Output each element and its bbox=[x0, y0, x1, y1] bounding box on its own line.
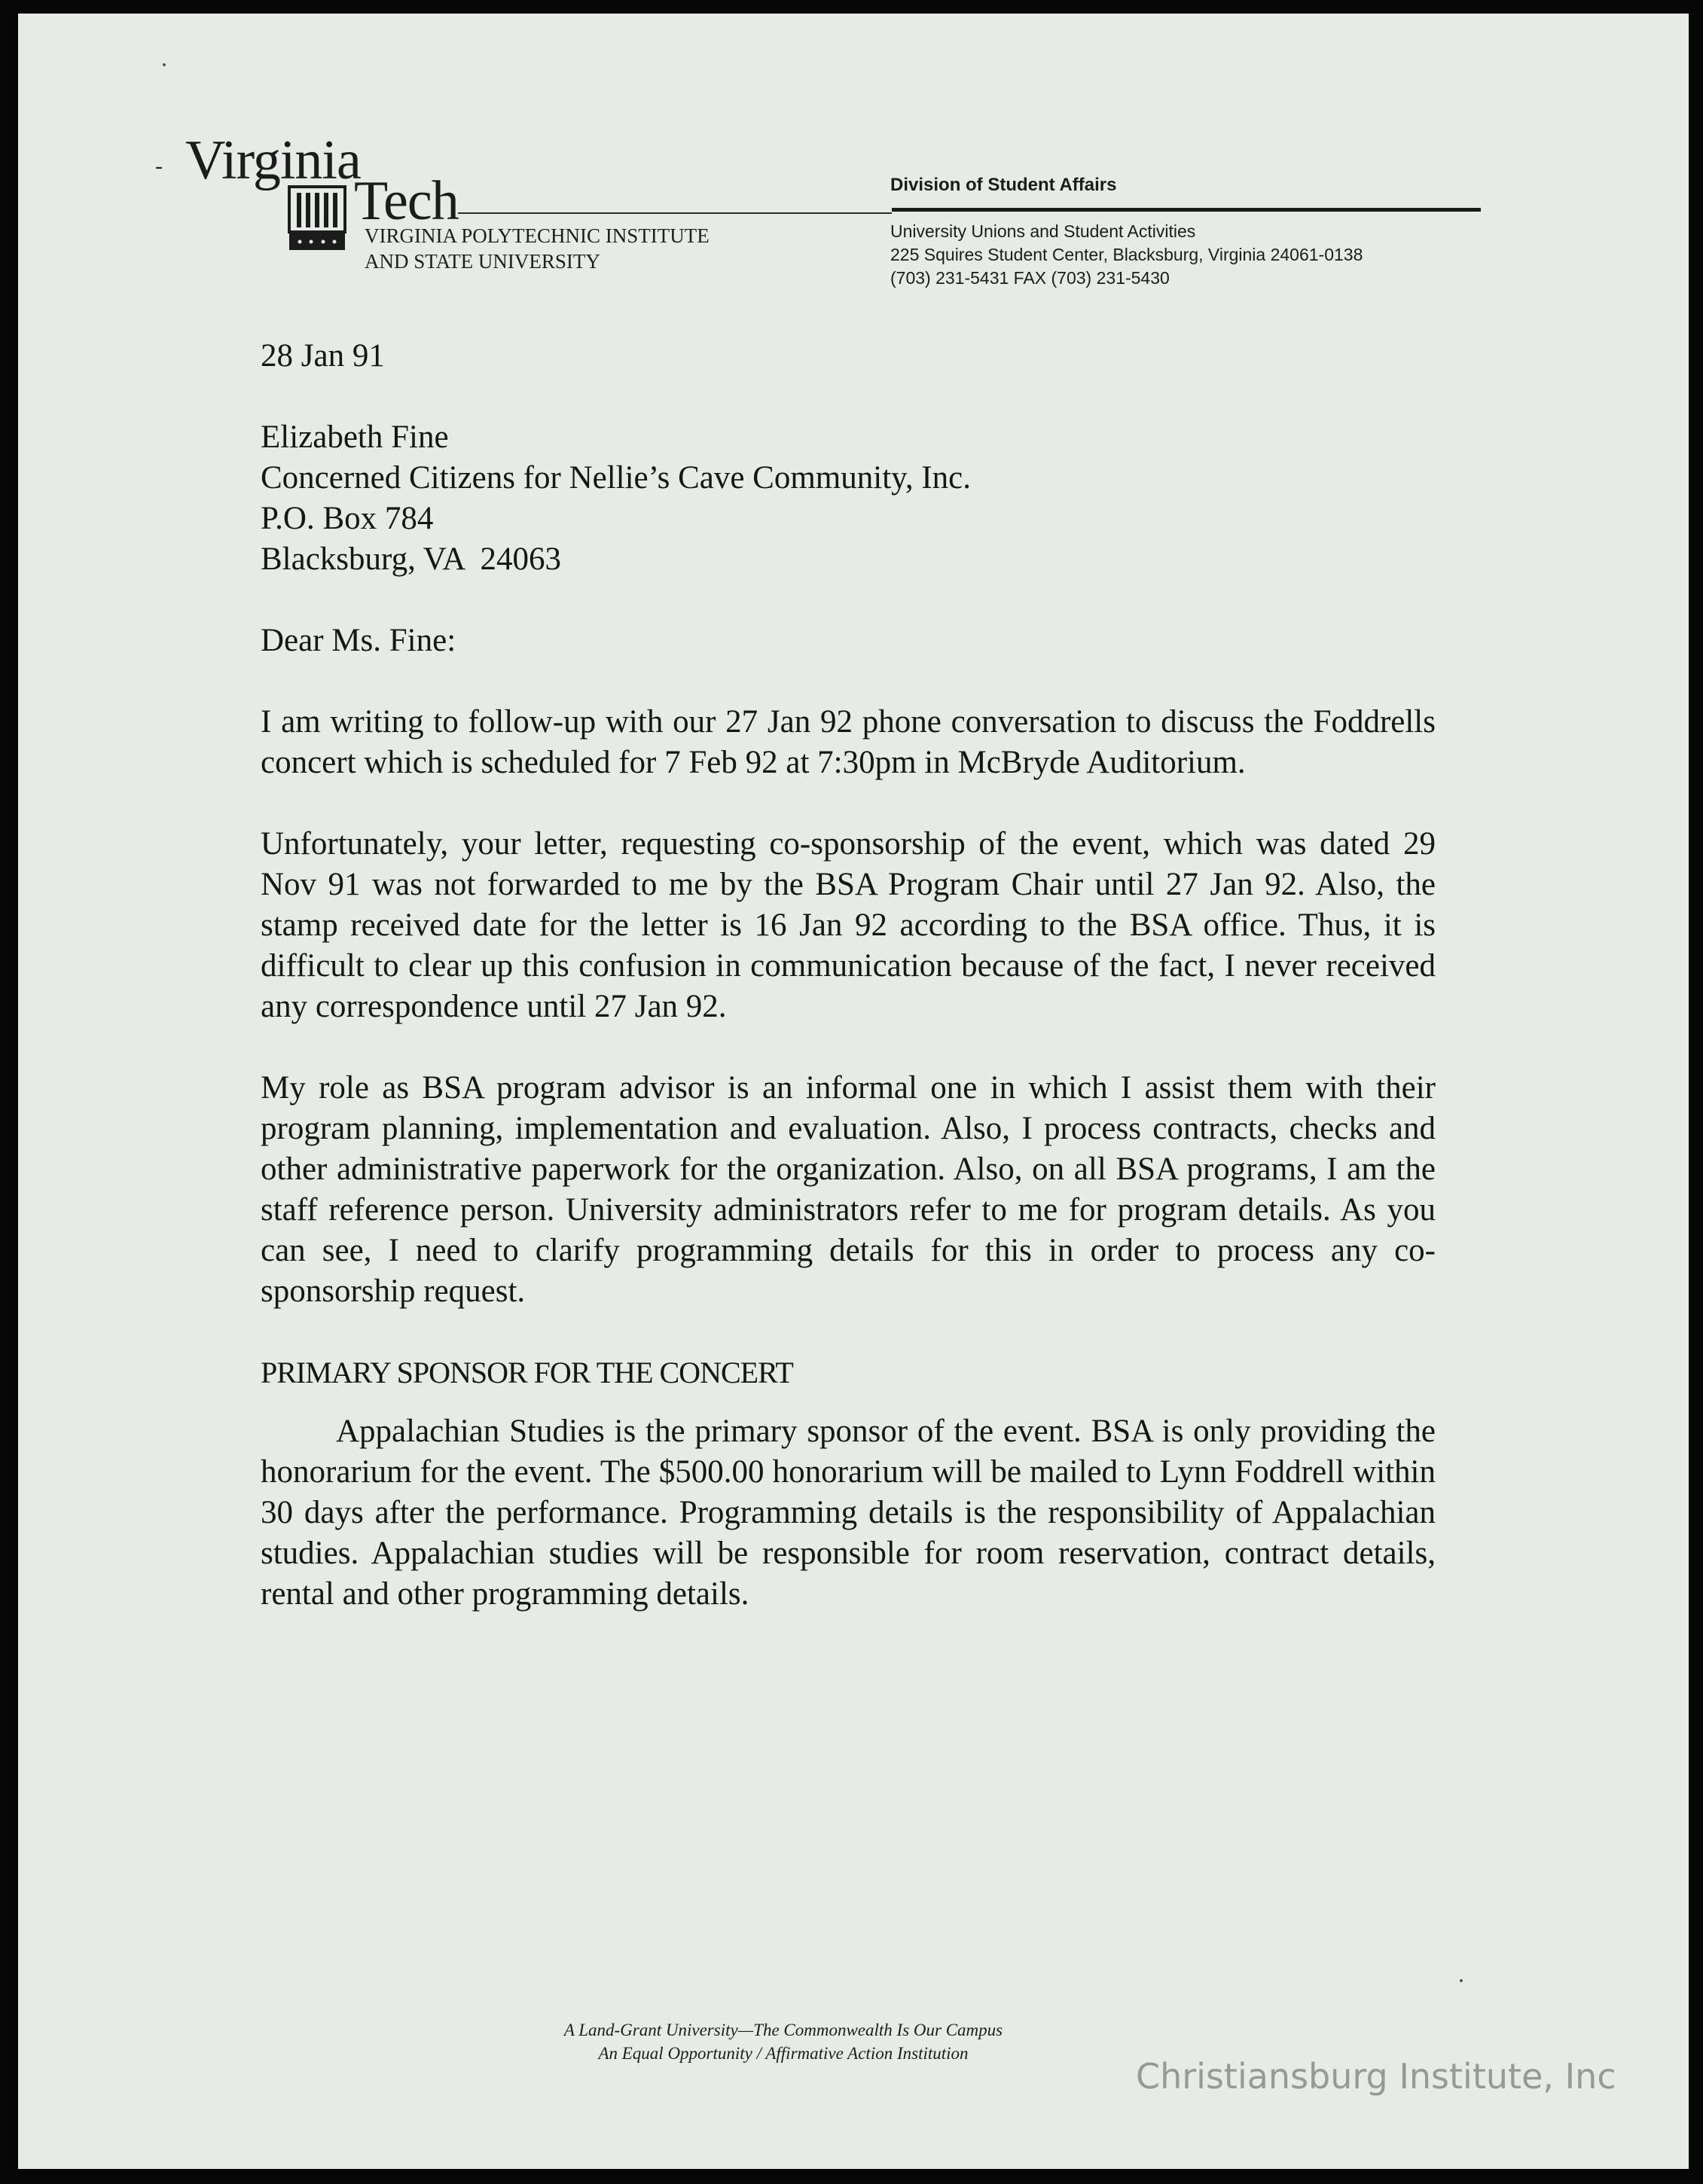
paragraph-2: Unfortunately, your letter, requesting co-sponsorship of the event, which was dated 29 Nov 91 was not forwarded to me by the BSA Program Chair until 27 Jan 92. Also, the stamp received date for the letter is 16 Jan 92 according to the BSA office. Thus, it is difficult to clear up this confusion in communication because of the fact, I never received any correspondence until 27 Jan 92. bbox=[261, 826, 1436, 1024]
section-paragraph: Appalachian Studies is the primary sponsor of the event. BSA is only providing the honorarium for the event. The $500.00 honorarium will be mailed to Lynn Foddrell within 30 days after the performance. Programming details is the responsibility of Appalachian studies. Appalachian studies will be responsible for room reservation, contract details, rental and other programming details. bbox=[261, 1414, 1436, 1612]
dept-line-1: University Unions and Student Activities bbox=[890, 221, 1196, 241]
paper-speck bbox=[163, 63, 166, 66]
footer-line-2: An Equal Opportunity / Affirmative Action Institution bbox=[598, 2044, 969, 2063]
institution-name bbox=[365, 223, 710, 274]
salutation: Dear Ms. Fine: bbox=[261, 623, 456, 658]
recipient-city-state-zip: Blacksburg, VA 24063 bbox=[261, 541, 561, 577]
institution-line-1: VIRGINIA POLYTECHNIC INSTITUTE bbox=[365, 224, 710, 247]
dept-line-2: 225 Squires Student Center, Blacksburg, Virginia 24061-0138 bbox=[890, 245, 1363, 264]
letter-body bbox=[261, 336, 1436, 1615]
division-title: Division of Student Affairs bbox=[890, 175, 1117, 195]
recipient-organization: Concerned Citizens for Nellie’s Cave Community, Inc. bbox=[261, 460, 971, 496]
letterhead-rule-thick bbox=[892, 208, 1481, 212]
letterhead-footer bbox=[407, 2018, 1160, 2065]
paper-speck bbox=[1460, 1979, 1463, 1982]
recipient-block bbox=[261, 417, 1436, 580]
paragraph-1: I am writing to follow-up with our 27 Jan 92 phone conversation to discuss the Foddrells concert which is scheduled for 7 Feb 92 at 7:30pm in McBryde Auditorium. bbox=[261, 704, 1436, 780]
logo-virginia-text: Virginia bbox=[185, 130, 361, 191]
paragraph-3: My role as BSA program advisor is an informal one in which I assist them with their program planning, implementation and evaluation. Also, I process contracts, checks and other administrative paperwork for the organization. Also, on all BSA programs, I am the staff reference person. University administrators refer to me for program details. As you can see, I need to clarify programming details for this in order to process any co-sponsorship request. bbox=[261, 1070, 1436, 1309]
letterhead-rule-thin bbox=[458, 212, 892, 214]
university-emblem-icon bbox=[288, 185, 346, 252]
archive-watermark: Christiansburg Institute, Inc bbox=[1136, 2056, 1616, 2097]
logo-tech-text: Tech bbox=[354, 170, 459, 232]
section-heading: PRIMARY SPONSOR FOR THE CONCERT bbox=[261, 1356, 793, 1389]
recipient-name: Elizabeth Fine bbox=[261, 419, 449, 455]
letter-date: 28 Jan 91 bbox=[261, 338, 385, 374]
recipient-po-box: P.O. Box 784 bbox=[261, 501, 434, 536]
department-address bbox=[890, 220, 1363, 290]
dept-line-3: (703) 231-5431 FAX (703) 231-5430 bbox=[890, 268, 1170, 288]
institution-line-2: AND STATE UNIVERSITY bbox=[365, 250, 600, 273]
logo-tick-mark: - bbox=[155, 154, 163, 178]
footer-line-1: A Land-Grant University—The Commonwealth Is Our Campus bbox=[563, 2021, 1003, 2039]
